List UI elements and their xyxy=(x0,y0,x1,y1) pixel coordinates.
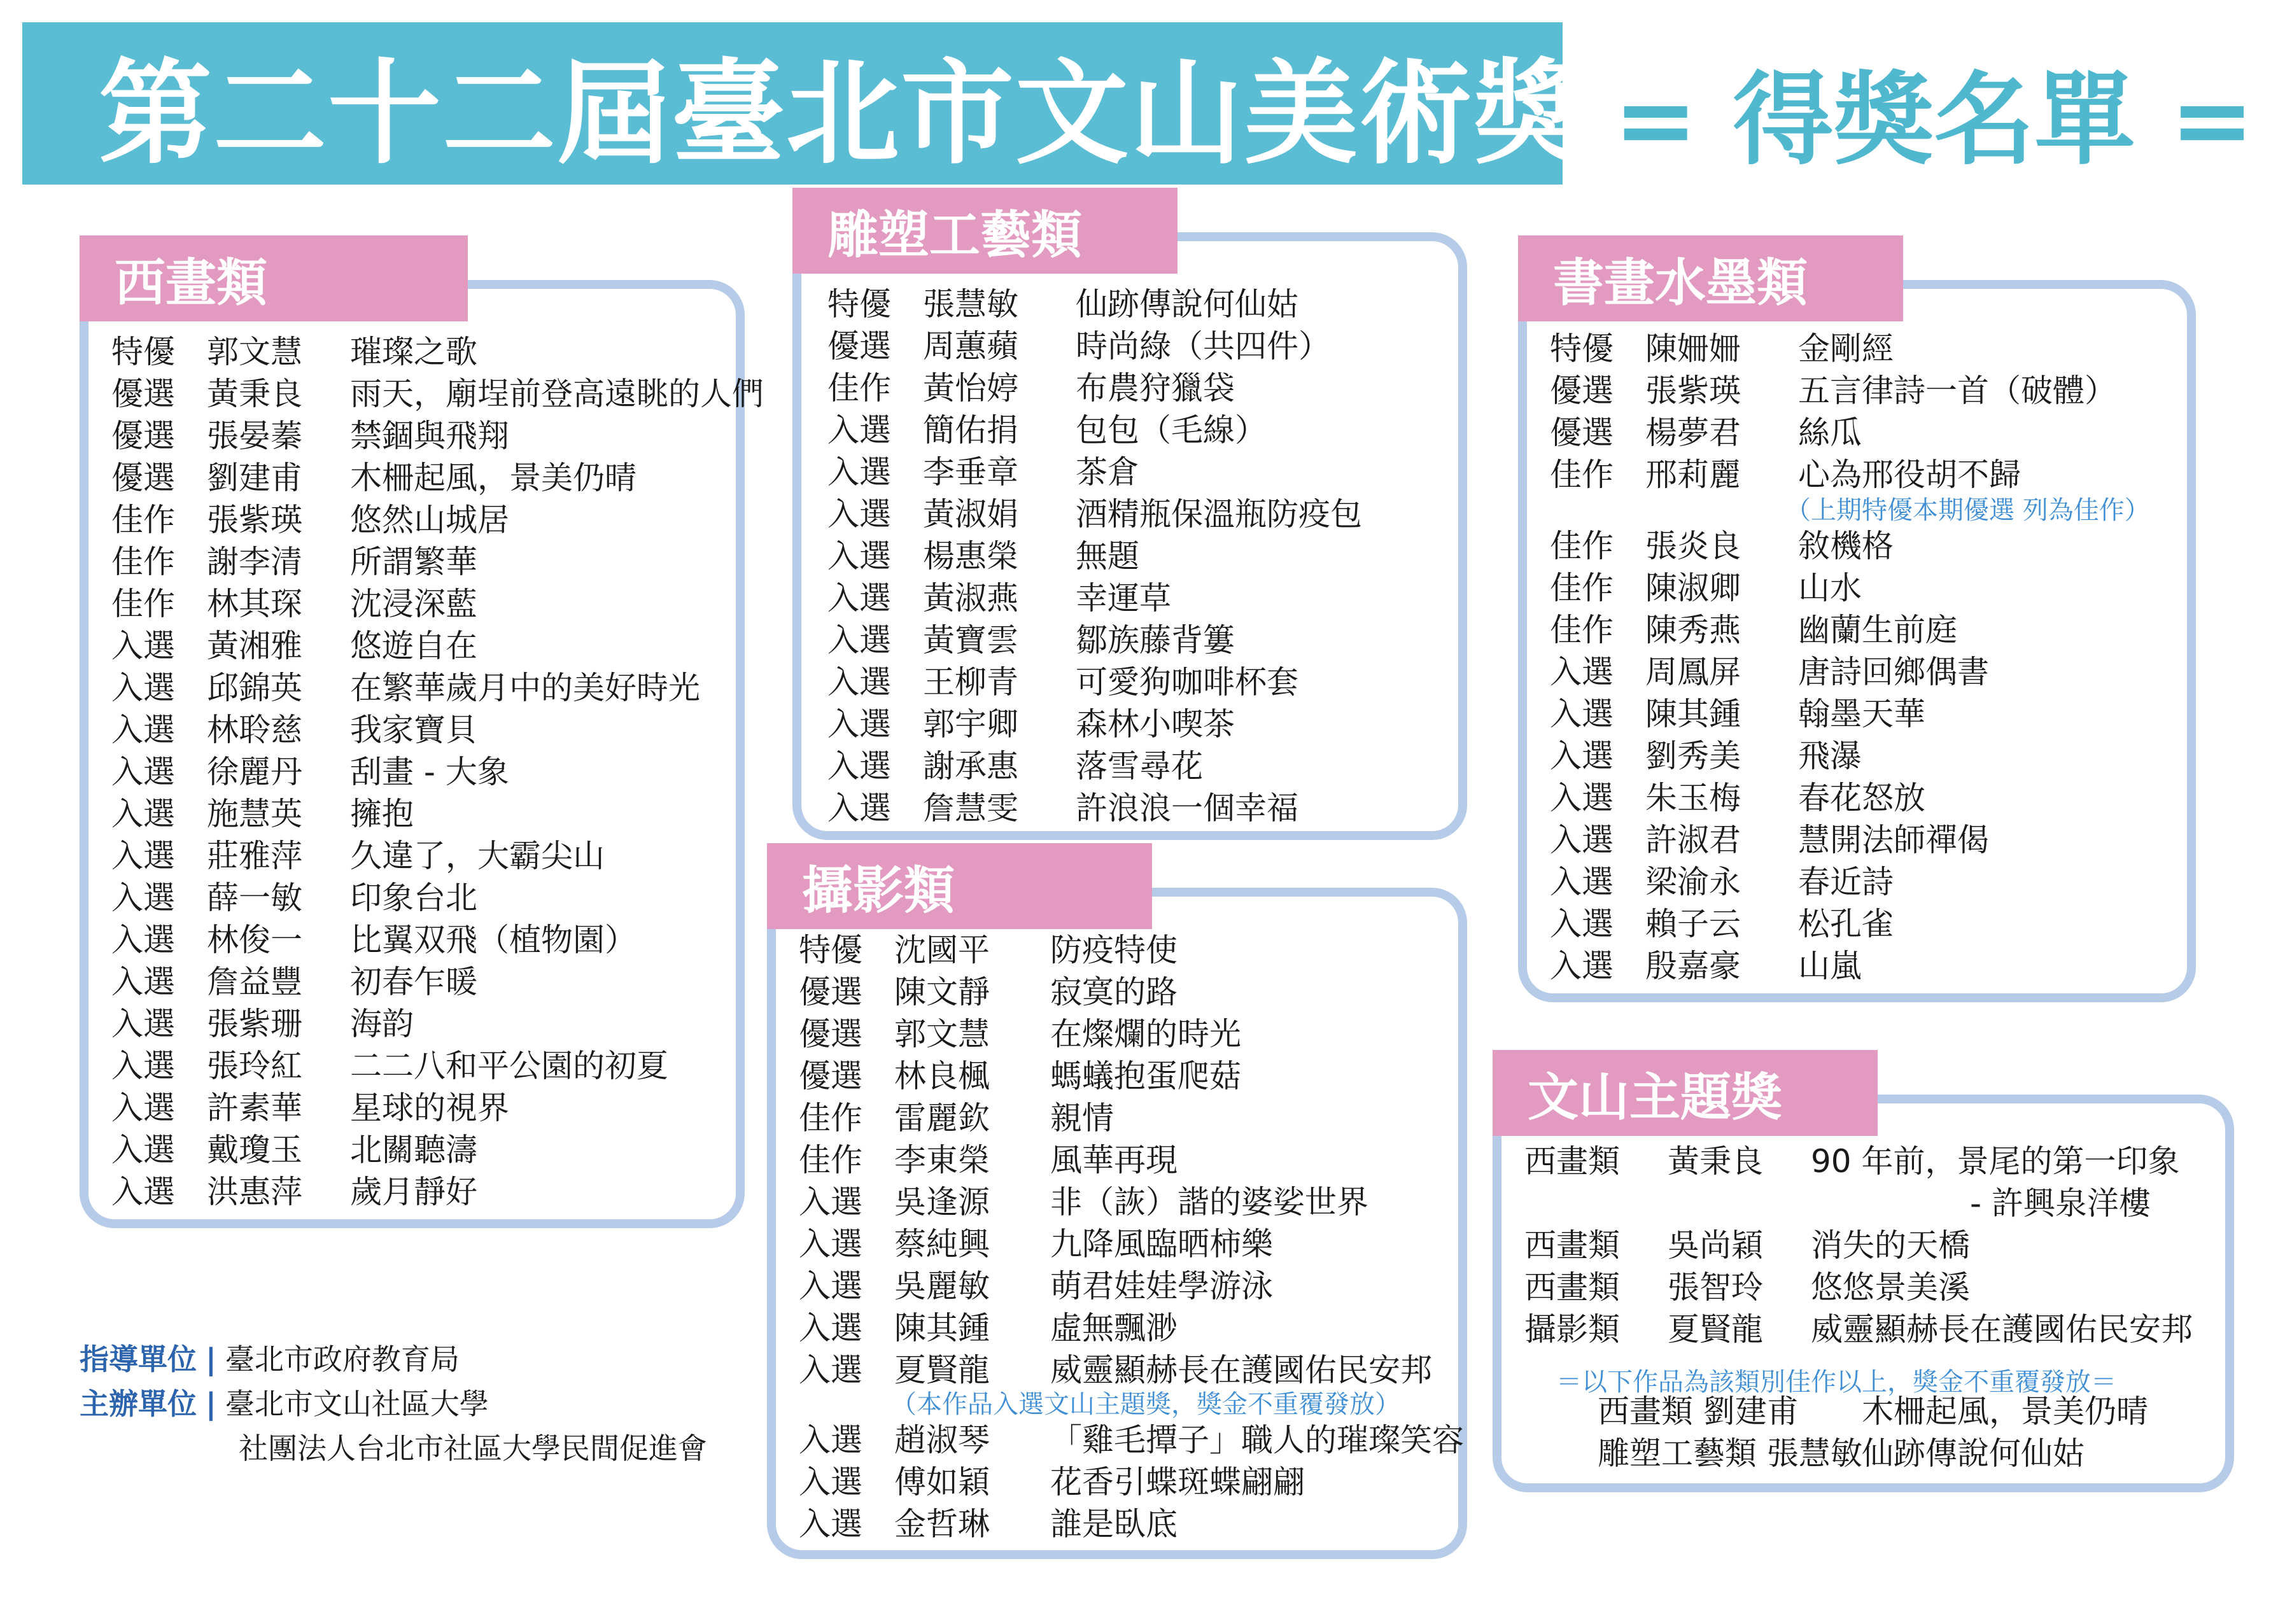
work-cell: 松孔雀 xyxy=(1798,906,1894,942)
name-cell: 傅如穎 xyxy=(894,1464,990,1501)
name-cell: 張晏蓁 xyxy=(207,417,302,454)
award-cell: 入選 xyxy=(799,1464,862,1501)
award-cell: 入選 xyxy=(111,669,175,706)
name-cell: 張玲紅 xyxy=(207,1047,302,1084)
work-cell: 星球的視界 xyxy=(350,1089,509,1126)
award-cell: 入選 xyxy=(1550,738,1614,774)
name-cell: 木柵起風，景美仍晴 xyxy=(1862,1393,2148,1430)
name-cell: 張炎良 xyxy=(1645,528,1741,564)
tab-ink: 書畫水墨類 xyxy=(1518,235,1903,321)
name-cell: 雷麗欽 xyxy=(894,1100,990,1137)
name-cell: 周蕙蘋 xyxy=(923,328,1018,365)
name-cell: 薛一敏 xyxy=(207,879,302,916)
name-cell: 夏賢龍 xyxy=(1668,1311,1763,1348)
work-cell: 幸運草 xyxy=(1076,580,1171,617)
name-cell: 徐麗丹 xyxy=(207,753,302,790)
award-cell: 入選 xyxy=(111,963,175,1000)
name-cell: 黃湘雅 xyxy=(207,627,302,664)
work-cell: 威靈顯赫長在護國佑民安邦 xyxy=(1811,1311,2193,1348)
award-cell: 入選 xyxy=(1550,864,1614,900)
work-cell: 仙跡傳說何仙姑 xyxy=(1076,286,1298,323)
name-cell: 蔡純興 xyxy=(894,1226,990,1263)
work-cell: 擁抱 xyxy=(350,795,414,832)
award-cell: 入選 xyxy=(799,1506,862,1543)
award-cell: 入選 xyxy=(1550,654,1614,690)
work-cell: 「雞毛撢子」職人的璀璨笑容 xyxy=(1050,1422,1464,1459)
award-cell: 攝影類 xyxy=(1524,1311,1620,1348)
work-cell: 誰是臥底 xyxy=(1050,1506,1178,1543)
name-cell: 賴子云 xyxy=(1645,906,1741,942)
name-cell: 郭文慧 xyxy=(894,1016,990,1053)
work-cell: 螞蟻抱蛋爬菇 xyxy=(1050,1058,1241,1095)
award-cell: 入選 xyxy=(111,1089,175,1126)
name-cell: 李東榮 xyxy=(894,1142,990,1179)
name-cell: 吳麗敏 xyxy=(894,1268,990,1305)
name-cell: 吳尚穎 xyxy=(1668,1227,1763,1264)
name-cell: 詹益豐 xyxy=(207,963,302,1000)
name-cell: 林其琛 xyxy=(207,585,302,622)
work-cell: 風華再現 xyxy=(1050,1142,1178,1179)
name-cell: 陳淑卿 xyxy=(1645,570,1741,606)
award-cell: 入選 xyxy=(111,1173,175,1210)
award-cell: 佳作 xyxy=(1550,570,1614,606)
work-cell: 悠遊自在 xyxy=(350,627,477,664)
award-cell: 佳作 xyxy=(111,585,175,622)
award-cell: 優選 xyxy=(1550,372,1614,409)
org-guide: 指導單位 | 臺北市政府教育局 xyxy=(80,1342,460,1376)
work-cell: 飛瀑 xyxy=(1798,738,1862,774)
tab-western: 西畫類 xyxy=(80,235,468,321)
name-cell: 張紫珊 xyxy=(207,1005,302,1042)
award-cell: 佳作 xyxy=(827,370,891,407)
work-cell: 刮畫 - 大象 xyxy=(350,753,509,790)
award-cell: 佳作 xyxy=(799,1100,862,1137)
award-cell: 優選 xyxy=(1550,414,1614,451)
page-subtitle: = 得獎名單 = xyxy=(1614,61,2254,179)
name-cell: 許淑君 xyxy=(1645,822,1741,858)
work-cell: 悠悠景美溪 xyxy=(1811,1269,1970,1306)
theme-note: ＝以下作品為該類別佳作以上，獎金不重覆發放＝ xyxy=(1556,1368,2116,1397)
award-cell: 特優 xyxy=(111,333,175,370)
award-cell: 特優 xyxy=(827,286,891,323)
name-cell: 許素華 xyxy=(207,1089,302,1126)
work-cell: 萌君娃娃學游泳 xyxy=(1050,1268,1273,1305)
name-cell: 林聆慈 xyxy=(207,711,302,748)
award-cell: 入選 xyxy=(1550,822,1614,858)
name-cell: 劉秀美 xyxy=(1645,738,1741,774)
award-cell: 入選 xyxy=(827,622,891,659)
name-cell: 莊雅萍 xyxy=(207,837,302,874)
award-cell: 入選 xyxy=(827,496,891,533)
award-cell: 入選 xyxy=(111,1131,175,1168)
award-cell: 入選 xyxy=(799,1422,862,1459)
name-cell: 沈國平 xyxy=(894,932,990,969)
name-cell: 張紫瑛 xyxy=(207,501,302,538)
work-cell: 在繁華歲月中的美好時光 xyxy=(350,669,700,706)
work-cell: 茶倉 xyxy=(1076,454,1139,491)
title-banner xyxy=(22,22,1588,185)
name-cell: 夏賢龍 xyxy=(894,1352,990,1389)
work-cell: 五言律詩一首（破體） xyxy=(1798,372,2116,409)
award-cell: 入選 xyxy=(827,454,891,491)
award-cell: 西畫類 xyxy=(1524,1227,1620,1264)
work-cell: 敘機格 xyxy=(1798,528,1894,564)
award-cell: 優選 xyxy=(111,417,175,454)
org-host-2: 社團法人台北市社區大學民間促進會 xyxy=(239,1431,707,1466)
award-cell: 入選 xyxy=(111,921,175,958)
award-cell: 優選 xyxy=(111,459,175,496)
award-cell: 入選 xyxy=(111,837,175,874)
work-cell: 璀璨之歌 xyxy=(350,333,477,370)
award-cell: 入選 xyxy=(827,706,891,743)
name-cell: 張智玲 xyxy=(1668,1269,1763,1306)
name-cell: 黃寶雲 xyxy=(923,622,1018,659)
work-cell: 威靈顯赫長在護國佑民安邦 xyxy=(1050,1352,1432,1389)
award-cell: 佳作 xyxy=(1550,456,1614,493)
work-cell: 非（詼）諧的婆娑世界 xyxy=(1050,1184,1368,1221)
award-cell: 西畫類 劉建甫 xyxy=(1598,1393,1799,1430)
name-cell: 張慧敏 xyxy=(923,286,1018,323)
award-cell: 入選 xyxy=(111,753,175,790)
award-cell: 入選 xyxy=(827,790,891,827)
work-cell: 翰墨天華 xyxy=(1798,696,1925,732)
name-cell: 謝承惠 xyxy=(923,748,1018,785)
work-cell: 雨天，廟埕前登高遠眺的人們 xyxy=(350,375,764,412)
award-cell: 入選 xyxy=(827,538,891,575)
award-cell: 西畫類 xyxy=(1524,1269,1620,1306)
name-cell: 戴瓊玉 xyxy=(207,1131,302,1168)
award-cell: 入選 xyxy=(1550,780,1614,816)
work-cell: 布農狩獵袋 xyxy=(1076,370,1235,407)
award-cell: 入選 xyxy=(799,1226,862,1263)
work-cell: 春近詩 xyxy=(1798,864,1894,900)
award-cell: 入選 xyxy=(111,627,175,664)
work-cell: 鄒族藤背簍 xyxy=(1076,622,1235,659)
name-cell: 仙跡傳說何仙姑 xyxy=(1862,1435,2085,1472)
work-cell: 木柵起風，景美仍晴 xyxy=(350,459,636,496)
work-cell: 絲瓜 xyxy=(1798,414,1862,451)
work-cell: 許浪浪一個幸福 xyxy=(1076,790,1298,827)
work-cell: 消失的天橋 xyxy=(1811,1227,1970,1264)
work-cell: 沈浸深藍 xyxy=(350,585,477,622)
award-cell: 入選 xyxy=(827,580,891,617)
award-cell: 佳作 xyxy=(111,501,175,538)
work-cell: 幽蘭生前庭 xyxy=(1798,612,1957,648)
name-cell: 黃淑燕 xyxy=(923,580,1018,617)
name-cell: 李垂章 xyxy=(923,454,1018,491)
name-cell: 黃怡婷 xyxy=(923,370,1018,407)
name-cell: 趙淑琴 xyxy=(894,1422,990,1459)
work-cell: 我家寶貝 xyxy=(350,711,477,748)
name-cell: 簡佑捐 xyxy=(923,412,1018,449)
work-cell: 二二八和平公園的初夏 xyxy=(350,1047,668,1084)
award-cell: 入選 xyxy=(111,1005,175,1042)
name-cell: 張紫瑛 xyxy=(1645,372,1741,409)
award-cell: 入選 xyxy=(827,412,891,449)
work-cell: 時尚綠（共四件） xyxy=(1076,328,1330,365)
work-cell: 比翼双飛（植物園） xyxy=(350,921,636,958)
work-cell: 山水 xyxy=(1798,570,1862,606)
work-cell: 無題 xyxy=(1076,538,1139,575)
work-cell: 春花怒放 xyxy=(1798,780,1925,816)
photo-note: （本作品入選文山主題獎，獎金不重覆發放） xyxy=(891,1390,1400,1419)
award-cell: 入選 xyxy=(799,1184,862,1221)
award-cell: 入選 xyxy=(799,1310,862,1347)
name-cell: 金哲琳 xyxy=(894,1506,990,1543)
award-cell: 佳作 xyxy=(1550,528,1614,564)
award-cell: 特優 xyxy=(799,932,862,969)
award-cell: 優選 xyxy=(111,375,175,412)
work-cell: 北關聽濤 xyxy=(350,1131,477,1168)
work-cell: 初春乍暖 xyxy=(350,963,477,1000)
name-cell: 郭宇卿 xyxy=(923,706,1018,743)
name-cell: 吳逢源 xyxy=(894,1184,990,1221)
work-cell: 悠然山城居 xyxy=(350,501,509,538)
name-cell: 周鳳屏 xyxy=(1645,654,1741,690)
name-cell: 林良楓 xyxy=(894,1058,990,1095)
award-cell: 入選 xyxy=(827,664,891,701)
name-cell: 楊夢君 xyxy=(1645,414,1741,451)
name-cell: 楊惠榮 xyxy=(923,538,1018,575)
name-cell: 黃淑娟 xyxy=(923,496,1018,533)
work-cell: 落雪尋花 xyxy=(1076,748,1203,785)
tab-sculpture: 雕塑工藝類 xyxy=(792,188,1178,274)
work-cell: 防疫特使 xyxy=(1050,932,1178,969)
name-cell: 陳其鍾 xyxy=(1645,696,1741,732)
name-cell: 洪惠萍 xyxy=(207,1173,302,1210)
award-cell: 佳作 xyxy=(111,543,175,580)
award-cell: 入選 xyxy=(1550,948,1614,984)
work-cell: 在燦爛的時光 xyxy=(1050,1016,1241,1053)
award-cell: 入選 xyxy=(799,1352,862,1389)
name-cell: 郭文慧 xyxy=(207,333,302,370)
tab-theme: 文山主題獎 xyxy=(1493,1050,1878,1136)
award-cell: 優選 xyxy=(799,974,862,1011)
name-cell: 詹慧雯 xyxy=(923,790,1018,827)
name-cell: 劉建甫 xyxy=(207,459,302,496)
award-cell: 入選 xyxy=(111,711,175,748)
name-cell: 陳文靜 xyxy=(894,974,990,1011)
tab-photo: 攝影類 xyxy=(767,843,1152,929)
name-cell: 謝李清 xyxy=(207,543,302,580)
work-cell: 久違了，大霸尖山 xyxy=(350,837,605,874)
award-cell: 優選 xyxy=(827,328,891,365)
award-cell: 雕塑工藝類 張慧敏 xyxy=(1598,1435,1862,1472)
work-cell: 親情 xyxy=(1050,1100,1114,1137)
award-cell: 入選 xyxy=(1550,906,1614,942)
work-cell: 心為邢役胡不歸 xyxy=(1798,456,2021,493)
work-cell: 金剛經 xyxy=(1798,330,1894,367)
work-cell: 酒精瓶保溫瓶防疫包 xyxy=(1076,496,1362,533)
name-cell: 殷嘉豪 xyxy=(1645,948,1741,984)
work-cell: 花香引蝶斑蝶翩翩 xyxy=(1050,1464,1305,1501)
award-cell: 佳作 xyxy=(1550,612,1614,648)
award-cell: 入選 xyxy=(111,879,175,916)
name-cell: 朱玉梅 xyxy=(1645,780,1741,816)
award-cell: 入選 xyxy=(1550,696,1614,732)
work-cell: 印象台北 xyxy=(350,879,477,916)
work-cell: 九降風臨晒柿樂 xyxy=(1050,1226,1273,1263)
work-cell: 森林小喫茶 xyxy=(1076,706,1235,743)
work-cell: 虛無飄渺 xyxy=(1050,1310,1178,1347)
name-cell: 施慧英 xyxy=(207,795,302,832)
name-cell: 梁渝永 xyxy=(1645,864,1741,900)
name-cell: 陳姍姍 xyxy=(1645,330,1741,367)
name-cell: 邱錦英 xyxy=(207,669,302,706)
name-cell: 黃秉良 xyxy=(207,375,302,412)
work-cell: 包包（毛線） xyxy=(1076,412,1267,449)
award-cell: 優選 xyxy=(799,1058,862,1095)
award-cell: 入選 xyxy=(799,1268,862,1305)
work-cell: 可愛狗咖啡杯套 xyxy=(1076,664,1298,701)
name-cell: 陳秀燕 xyxy=(1645,612,1741,648)
work-cell: 唐詩回鄉偶書 xyxy=(1798,654,1989,690)
work-cell: 寂寞的路 xyxy=(1050,974,1178,1011)
award-cell: 特優 xyxy=(1550,330,1614,367)
ink-note: （上期特優本期優選 列為佳作） xyxy=(1785,496,2150,525)
award-cell: 入選 xyxy=(827,748,891,785)
award-cell: 優選 xyxy=(799,1016,862,1053)
org-host: 主辦單位 | 臺北市文山社區大學 xyxy=(80,1387,489,1421)
page-title: 第二十二屆臺北市文山美術獎 xyxy=(99,47,1588,179)
work-cell: 海韵 xyxy=(350,1005,414,1042)
award-cell: 入選 xyxy=(111,1047,175,1084)
name-cell: 王柳青 xyxy=(923,664,1018,701)
name-cell: 邢莉麗 xyxy=(1645,456,1741,493)
work-cell: 禁錮與飛翔 xyxy=(350,417,509,454)
award-cell: 佳作 xyxy=(799,1142,862,1179)
name-cell: 林俊一 xyxy=(207,921,302,958)
award-cell: 入選 xyxy=(111,795,175,832)
name-cell: 陳其鍾 xyxy=(894,1310,990,1347)
work-cell: 歲月靜好 xyxy=(350,1173,477,1210)
work-cell: 所謂繁華 xyxy=(350,543,477,580)
work-cell: 山嵐 xyxy=(1798,948,1862,984)
work-cell: 慧開法師禪偈 xyxy=(1798,822,1989,858)
